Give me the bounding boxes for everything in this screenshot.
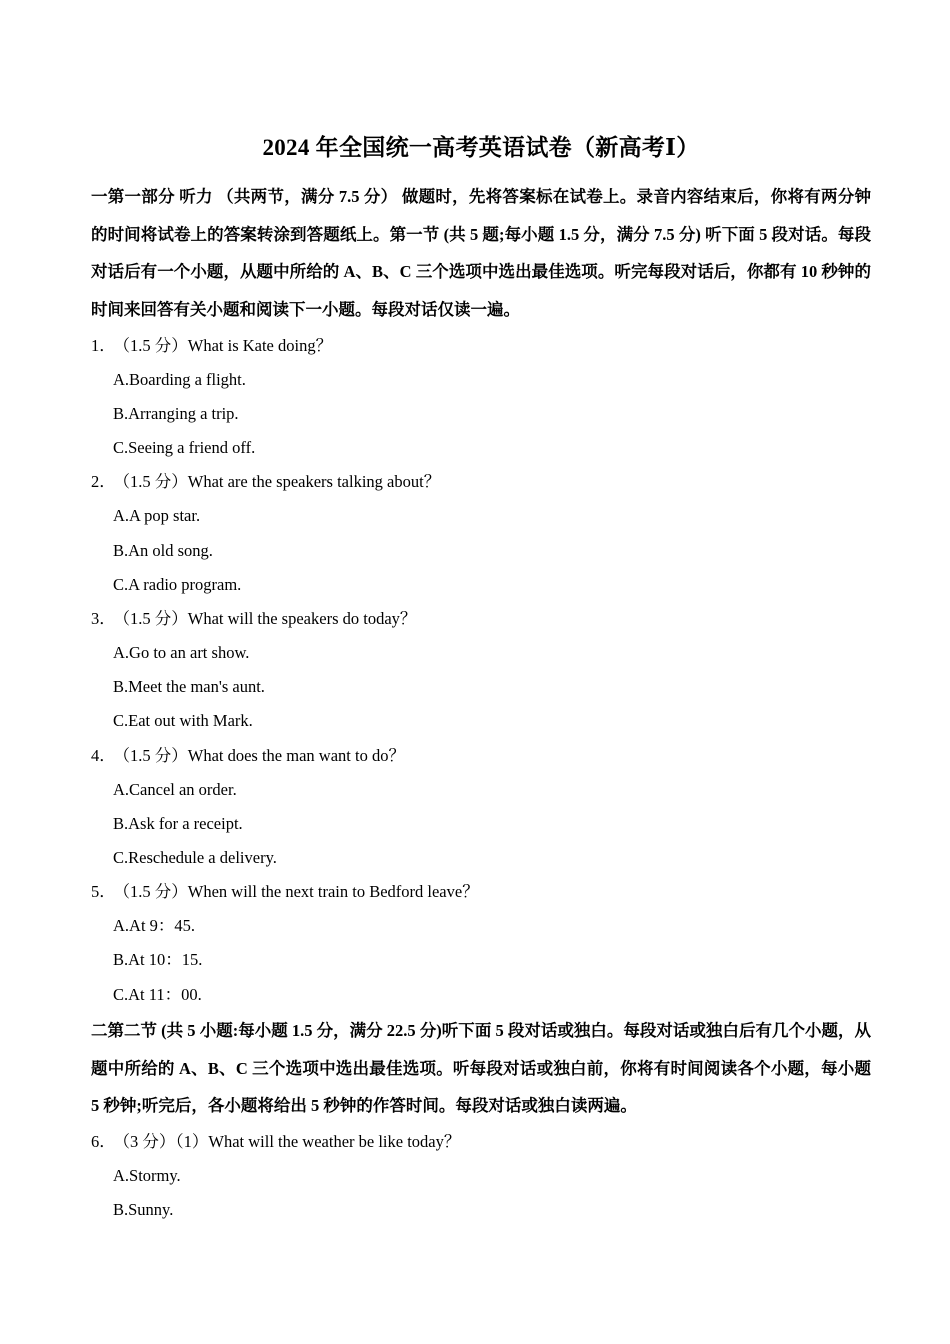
option-c: C.A radio program.: [113, 574, 242, 594]
question-stem: [91, 739, 871, 773]
question-text: （1.5 分）What does the man want to do？: [121, 745, 405, 765]
question-2: [91, 465, 871, 602]
question-text: （1.5 分）What is Kate doing？: [121, 335, 333, 355]
option-a: A.Stormy.: [113, 1165, 181, 1185]
question-6: [91, 1125, 871, 1227]
question-4: [91, 739, 871, 876]
option-a: A.Boarding a flight.: [113, 369, 246, 389]
option-c: C.At 11：00.: [113, 984, 202, 1004]
question-number: 5．: [91, 882, 116, 902]
option-a: A.Go to an art show.: [113, 643, 250, 663]
question-stem: [91, 1125, 871, 1159]
option-b: B.Sunny.: [113, 1200, 174, 1220]
exam-page: [91, 128, 871, 1227]
question-text: （1.5 分）When will the next train to Bedford leave？: [121, 882, 479, 902]
question-stem: [91, 875, 871, 909]
question-3: [91, 602, 871, 739]
option-c: C.Seeing a friend off.: [113, 438, 256, 458]
option-a: A.Cancel an order.: [113, 779, 237, 799]
question-5: [91, 875, 871, 1012]
part1-instructions: 一第一部分 听力 （共两节，满分 7.5 分） 做题时，先将答案标在试卷上。录音内容结束后，你将有两分钟的时间将试卷上的答案转涂到答题纸上。第一节 (共 5 题;每小题 1.5 分，满分 7.5 分) 听下面 5 段对话。每段对话后有一个小题，从题中所给的 A、B、C 三个选项中选出最佳选项。听完每段对话后，你都有 10 秒钟的时间来回答有关小题和阅读下一小题。每段对话仅读一遍。: [91, 187, 871, 320]
question-text: （1.5 分）What are the speakers talking about？: [121, 472, 441, 492]
question-stem: [91, 465, 871, 499]
question-number: 4．: [91, 745, 116, 765]
option-b: B.An old song.: [113, 540, 213, 560]
option-c: C.Reschedule a delivery.: [113, 848, 277, 868]
question-number: 6．: [91, 1131, 116, 1151]
question-number: 3．: [91, 609, 116, 629]
question-number: 1．: [91, 335, 116, 355]
question-stem: [91, 329, 871, 363]
option-b: B.Meet the man's aunt.: [113, 677, 265, 697]
option-c: C.Eat out with Mark.: [113, 711, 253, 731]
question-1: [91, 329, 871, 466]
option-b: B.Ask for a receipt.: [113, 813, 243, 833]
question-number: 2．: [91, 472, 116, 492]
question-stem: [91, 602, 871, 636]
question-text: （3 分）（1）What will the weather be like today？: [121, 1131, 461, 1151]
option-b: B.Arranging a trip.: [113, 404, 239, 424]
page-title: 2024 年全国统一高考英语试卷（新高考Ⅰ）: [262, 135, 700, 160]
option-b: B.At 10：15.: [113, 950, 203, 970]
question-text: （1.5 分）What will the speakers do today？: [121, 609, 417, 629]
option-a: A.At 9：45.: [113, 916, 196, 936]
part2-instructions: 二第二节 (共 5 小题:每小题 1.5 分，满分 22.5 分)听下面 5 段对话或独白。每段对话或独白后有几个小题，从题中所给的 A、B、C 三个选项中选出最佳选项。听每段对话或独白前，你将有时间阅读各个小题，每小题 5 秒钟;听完后，各小题将给出 5 秒钟的作答时间。每段对话或独白读两遍。: [91, 1020, 871, 1116]
option-a: A.A pop star.: [113, 506, 201, 526]
